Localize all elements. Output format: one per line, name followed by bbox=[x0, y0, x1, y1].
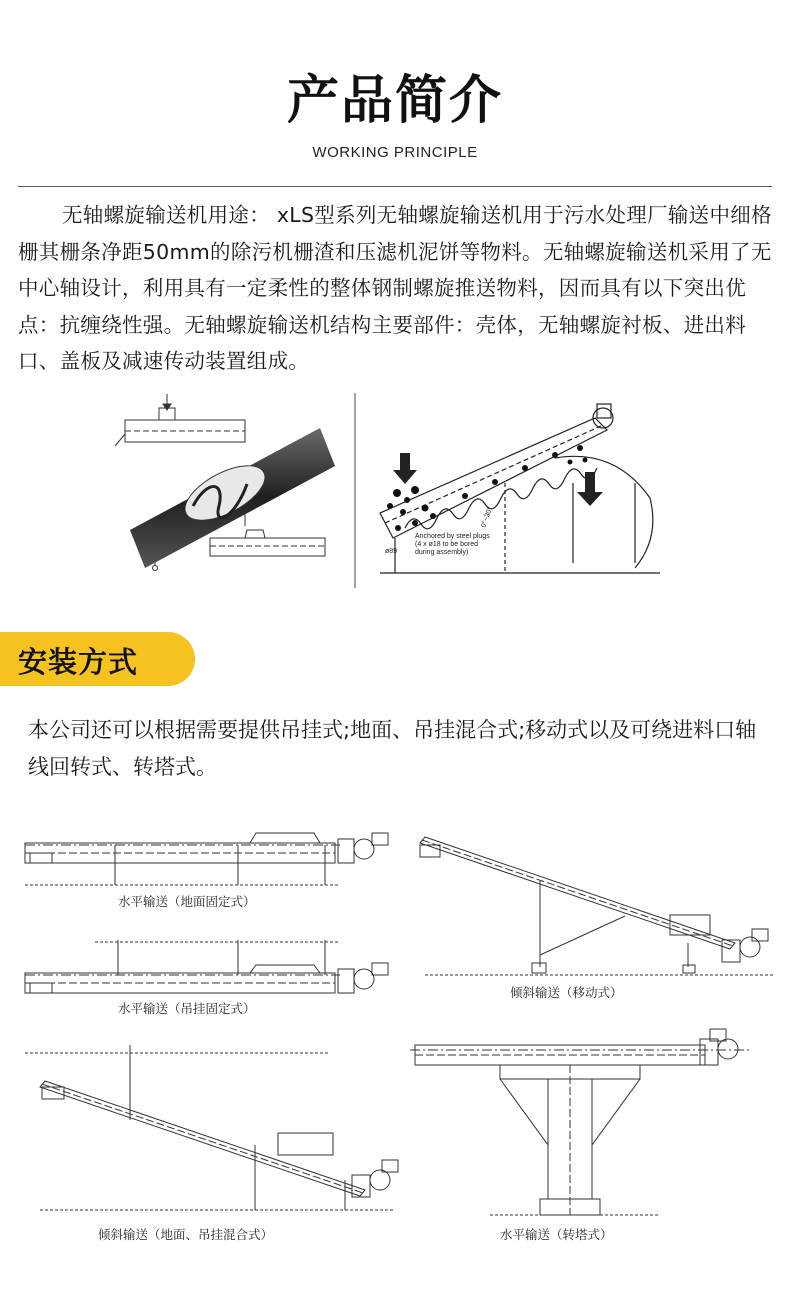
caption-inclined-mixed: 倾斜输送（地面、吊挂混合式） bbox=[98, 1227, 274, 1242]
conveyor-illustration bbox=[115, 388, 665, 593]
caption-horizontal-turret: 水平输送（转塔式） bbox=[500, 1227, 613, 1242]
page-subtitle: WORKING PRINCIPLE bbox=[312, 144, 478, 161]
angle-label: 0°~30° bbox=[480, 506, 495, 529]
page-title: 产品简介 bbox=[286, 71, 503, 131]
intro-paragraph: 无轴螺旋输送机用途： xLS型系列无轴螺旋输送机用于污水处理厂输送中细格栅其栅条净距50mm的除污机栅渣和压滤机泥饼等物料。无轴螺旋输送机采用了无中心轴设计，利用具有一定柔性的整体钢制螺旋推送物料，因而具有以下突出优点：抗缠绕性强。无轴螺旋输送机结构主要部件：壳体，无轴螺旋衬板、进出料口、盖板及减速传动装置组成。 bbox=[18, 203, 772, 373]
note-line-2: (4 x ø18 to be bored bbox=[415, 541, 479, 548]
note-line-1: Anchored by steel plugs bbox=[415, 533, 490, 540]
install-paragraph: 本公司还可以根据需要提供吊挂式;地面、吊挂混合式;移动式以及可绕进料口轴线回转式、转塔式。 bbox=[28, 718, 757, 779]
install-heading: 安装方式 bbox=[18, 645, 139, 679]
note-line-3: during assembly) bbox=[415, 549, 469, 556]
installation-diagrams bbox=[0, 815, 790, 1255]
caption-horizontal-hanging: 水平输送（吊挂固定式） bbox=[118, 1001, 256, 1016]
divider bbox=[18, 186, 772, 187]
caption-horizontal-ground: 水平输送（地面固定式） bbox=[118, 894, 256, 909]
caption-inclined-mobile: 倾斜输送（移动式） bbox=[510, 985, 623, 1000]
dim-label: ø89 bbox=[385, 548, 398, 555]
